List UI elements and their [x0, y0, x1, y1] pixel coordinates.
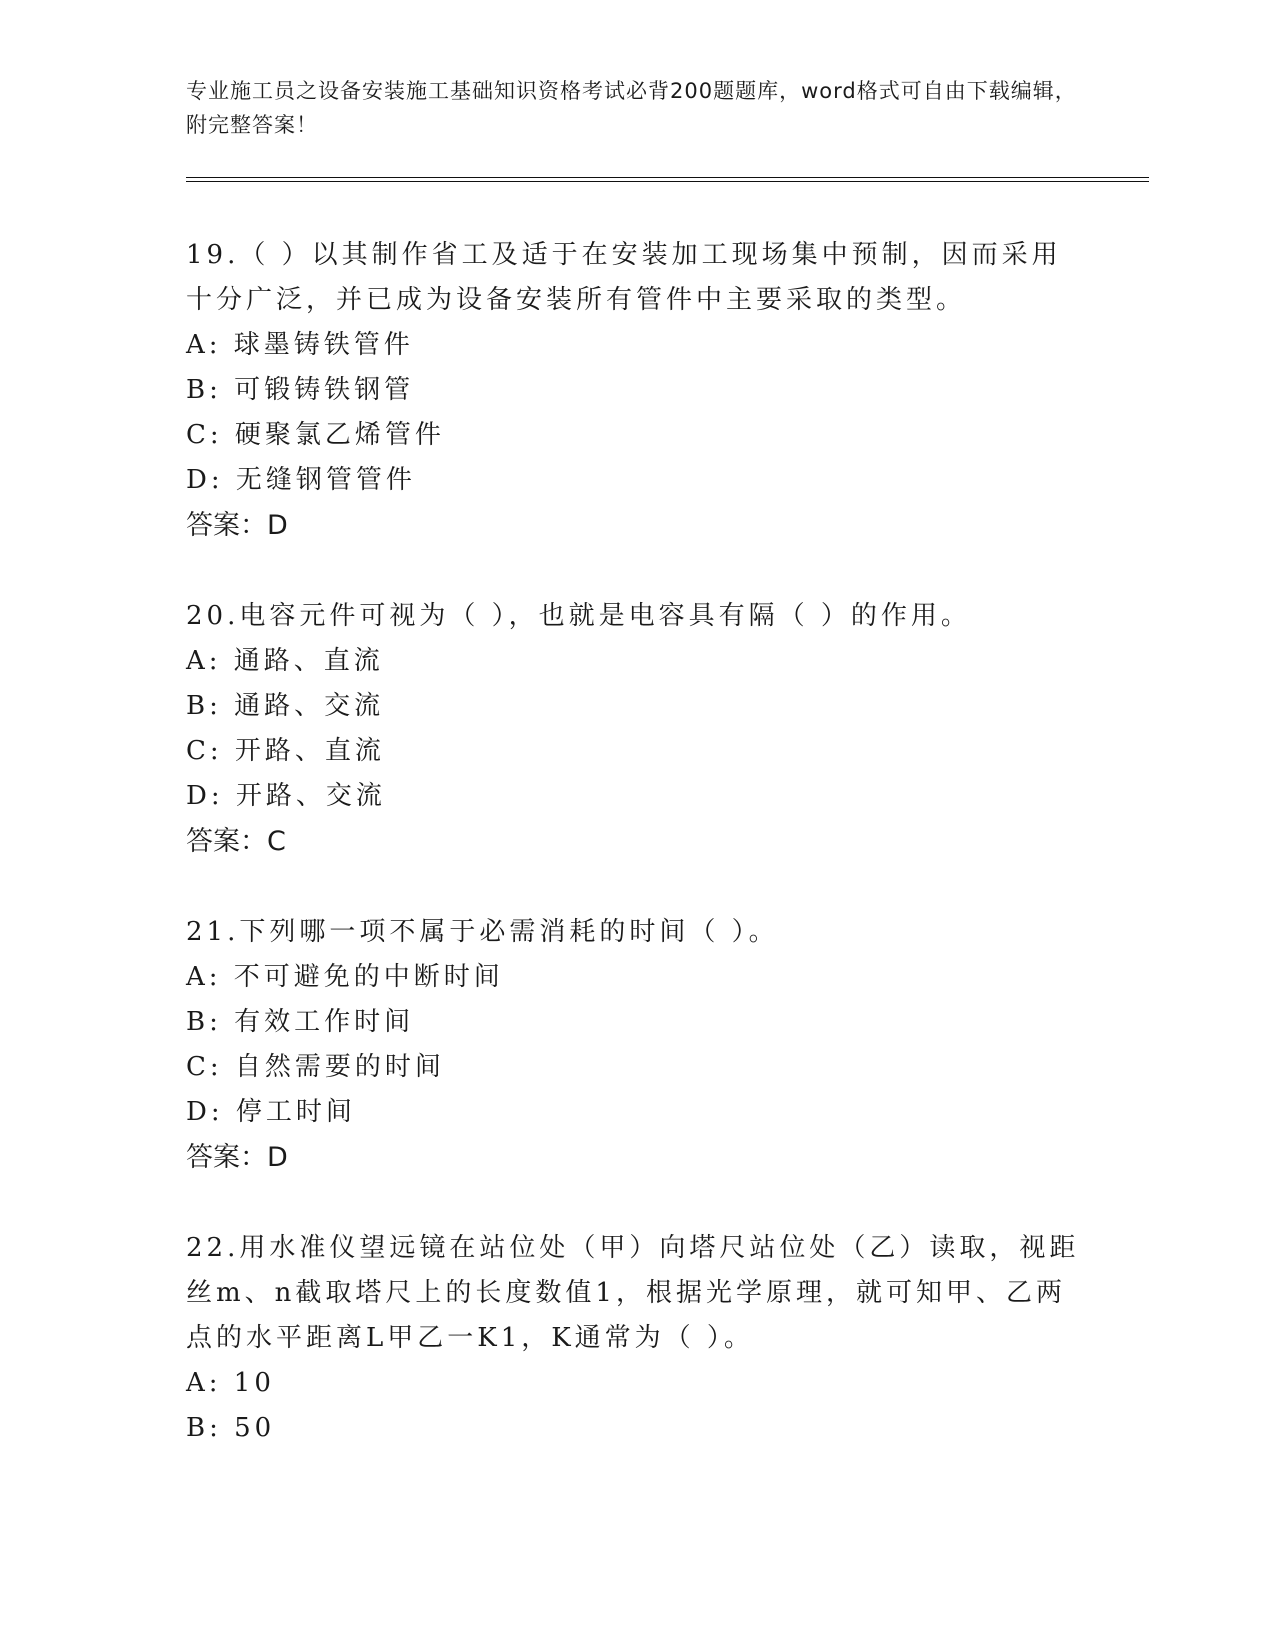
header-rule-bottom: [186, 181, 1149, 182]
option-c: C: 开路、直流: [186, 736, 385, 766]
question-21: [186, 910, 1086, 1180]
option-a: A: 通路、直流: [186, 646, 384, 676]
question-stem: 21.下列哪一项不属于必需消耗的时间（ ）。: [186, 917, 779, 947]
question-stem: 20.电容元件可视为（ ），也就是电容具有隔（ ）的作用。: [186, 601, 971, 631]
option-b: B: 通路、交流: [186, 691, 385, 721]
answer-label: 答案：C: [186, 826, 286, 857]
option-d: D: 停工时间: [186, 1097, 356, 1127]
header-rule-top: [186, 177, 1149, 178]
answer-label: 答案：D: [186, 1142, 288, 1173]
option-b: B: 有效工作时间: [186, 1007, 415, 1037]
answer-label: 答案：D: [186, 510, 288, 541]
option-c: C: 硬聚氯乙烯管件: [186, 420, 445, 450]
option-a: A: 球墨铸铁管件: [186, 330, 414, 360]
question-19: [186, 233, 1086, 548]
question-22: [186, 1226, 1086, 1451]
option-a: A: 10: [186, 1368, 275, 1398]
option-d: D: 开路、交流: [186, 781, 386, 811]
document-header: 专业施工员之设备安装施工基础知识资格考试必背200题题库，word格式可自由下载编辑，附完整答案！: [186, 79, 1077, 137]
option-b: B: 50: [186, 1413, 276, 1443]
question-20: [186, 594, 1086, 864]
question-stem: 22.用水准仪望远镜在站位处（甲）向塔尺站位处（乙）读取，视距丝m、n截取塔尺上的长度数值1，根据光学原理，就可知甲、乙两点的水平距离L甲乙一K1，K通常为（ ）。: [186, 1233, 1080, 1353]
option-c: C: 自然需要的时间: [186, 1052, 445, 1082]
option-b: B: 可锻铸铁钢管: [186, 375, 415, 405]
question-stem: 19.（ ）以其制作省工及适于在安装加工现场集中预制，因而采用十分广泛，并已成为设备安装所有管件中主要采取的类型。: [186, 240, 1062, 315]
option-d: D: 无缝钢管管件: [186, 465, 416, 495]
option-a: A: 不可避免的中断时间: [186, 962, 504, 992]
